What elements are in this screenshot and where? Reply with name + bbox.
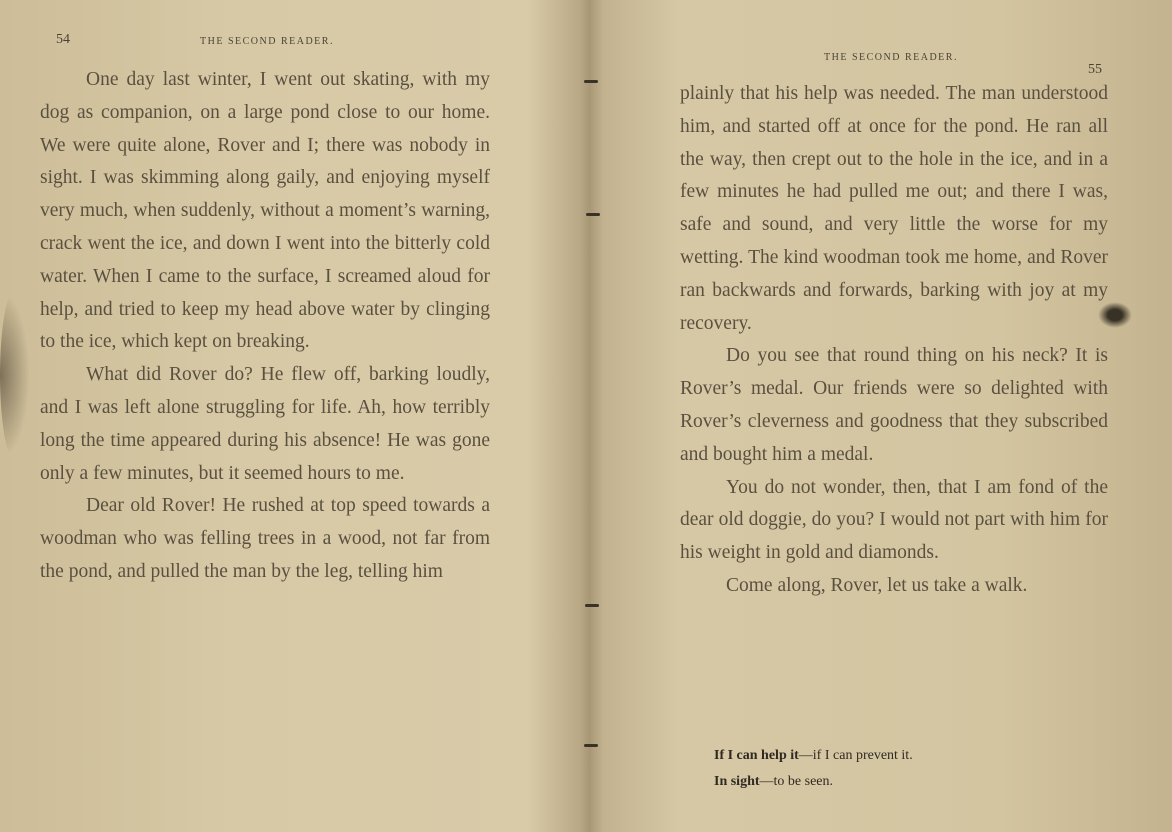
paragraph: Do you see that round thing on his neck? It is Rover’s medal. Our friends were so delighted with Rover’s cleverness and goodness that they subscribed and bought him a medal. <box>680 345 1108 465</box>
left-body-text <box>40 64 490 589</box>
glossary-definition: —to be seen. <box>759 774 834 789</box>
paragraph-continuation: plainly that his help was needed. The man understood him, and started off at once for the pond. He ran all the way, then crept out to the hole in the ice, and in a few minutes he had pulled me out; and there I was, safe and sound, and very little the worse for my wetting. The kind woodman took me home, and Rover ran backwards and forwards, barking with joy at my recovery. <box>680 83 1108 334</box>
paragraph: One day last winter, I went out skating, with my dog as companion, on a large pond close to our home. We were quite alone, Rover and I; there was nobody in sight. I was skimming along gaily, and enjoying myself very much, when suddenly, without a moment’s warning, crack went the ice, and down I went into the bitterly cold water. When I came to the surface, I screamed aloud for help, and tried to keep my head above water by clinging to the ice, which kept on breaking. <box>40 69 490 353</box>
right-body-text <box>680 78 1108 603</box>
glossary-term: In sight <box>714 774 760 789</box>
left-page <box>0 0 580 832</box>
paragraph: You do not wonder, then, that I am fond of the dear old doggie, do you? I would not part with him for his weight in gold and diamonds. <box>680 476 1108 564</box>
paragraph: What did Rover do? He flew off, barking loudly, and I was left alone struggling for life. Ah, how terribly long the time appeared during his absence! He was gone only a few minutes, but it seemed hours to me. <box>40 364 490 484</box>
glossary <box>714 743 1094 795</box>
paragraph: Come along, Rover, let us take a walk. <box>726 574 1028 596</box>
paragraph: Dear old Rover! He rushed at top speed towards a woodman who was felling trees in a wood, not far from the pond, and pulled the man by the leg, telling him <box>40 495 490 582</box>
glossary-entry <box>714 769 1094 795</box>
glossary-definition: —if I can prevent it. <box>798 748 913 763</box>
running-head: THE SECOND READER. <box>824 52 958 63</box>
glossary-entry <box>714 743 1094 769</box>
page-number: 55 <box>1088 62 1102 77</box>
page-number: 54 <box>56 32 70 47</box>
running-head: THE SECOND READER. <box>200 36 334 47</box>
right-page <box>592 0 1172 832</box>
glossary-term: If I can help it <box>714 748 799 763</box>
